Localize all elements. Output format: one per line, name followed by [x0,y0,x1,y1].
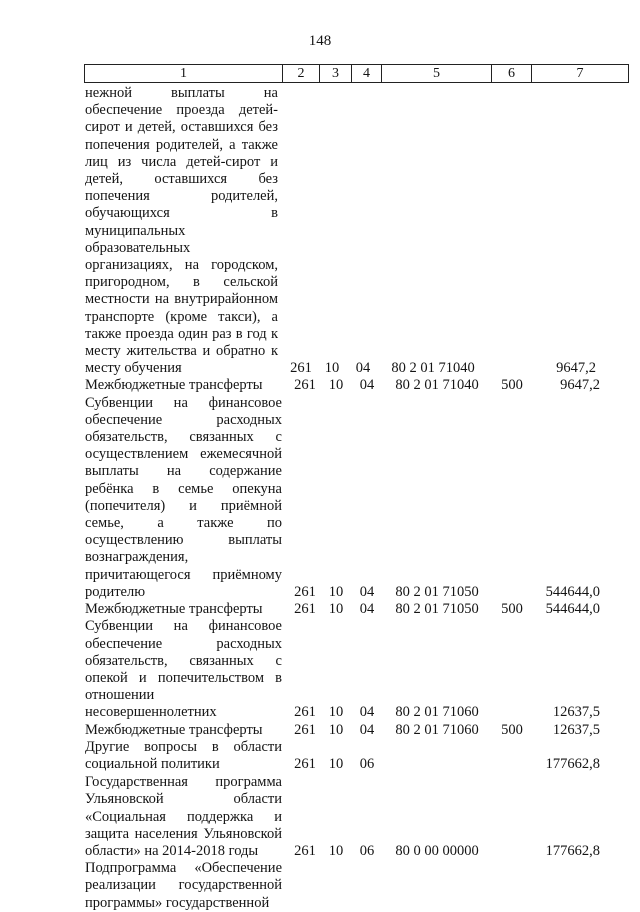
row-subsection-code: 04 [355,360,371,377]
row-type-code: 500 [501,377,523,394]
row-subsection-code: 06 [359,755,375,772]
column-header-5: 5 [382,65,492,82]
row-target-code: 80 2 01 71060 [395,704,479,721]
table-header [84,64,629,83]
table-row [0,739,640,773]
table-row [0,377,640,394]
row-ministry-code: 261 [294,583,316,600]
row-name: Государственная программа Ульяновской области «Социальная поддержка и защита населения Ульяновской области» на 2014-2018 годы [85,774,282,859]
row-target-code: 80 2 01 71060 [395,721,479,738]
row-section-code: 10 [328,583,344,600]
column-header-7: 7 [576,66,584,81]
table-row [0,601,640,618]
page-number: 148 [308,33,332,49]
row-type-code: 500 [501,601,523,618]
row-amount: 177662,8 [545,842,600,859]
row-subsection-code: 04 [359,377,375,394]
row-amount: 12637,5 [552,721,600,738]
column-header-4: 4 [352,65,382,82]
row-amount: 12637,5 [552,704,600,721]
row-subsection-code: 04 [359,704,375,721]
row-section-code: 10 [328,601,344,618]
row-amount: 544644,0 [545,583,600,600]
row-name: Межбюджетные трансферты [85,601,263,618]
table-row [0,860,640,912]
row-ministry-code: 261 [290,360,312,377]
row-subsection-code: 06 [359,842,375,859]
row-ministry-code: 261 [294,377,316,394]
row-name: Межбюджетные трансферты [85,377,263,394]
row-section-code: 10 [328,721,344,738]
row-section-code: 10 [324,360,340,377]
column-header-3: 3 [320,65,352,82]
row-name: Межбюджетные трансферты [85,721,263,738]
row-ministry-code: 261 [294,721,316,738]
table-row [0,774,640,860]
row-name: Подпрограмма «Обеспечение реализации государственной программы» государственной [85,860,282,911]
row-target-code: 80 2 01 71040 [395,377,479,394]
row-target-code: 80 2 01 71050 [395,601,479,618]
row-name: Субвенции на финансовое обеспечение расходных обязательств, связанных с осуществлением ежемесячной выплаты на содержание ребёнка в семье опекуна (попечителя) и приёмной семье, а также по осуществлению выплаты вознаграждения, причитающегося приёмному родителю [85,394,282,600]
column-header-1: 1 [85,65,283,82]
row-section-code: 10 [328,377,344,394]
row-ministry-code: 261 [294,704,316,721]
row-amount: 177662,8 [545,755,600,772]
row-section-code: 10 [328,704,344,721]
row-name: нежной выплаты на обеспечение проезда детей-сирот и детей, оставшихся без попечения родителей, а также лиц из числа детей-сирот и детей, оставшихся без попечения родителей, обучающихся в муниципальных образовательных организациях, на городском, пригородном, в сельской местности на внутрирайонном транспорте (кроме такси), а также проезда один раз в год к месту жительства и обратно к месту обучения [85,85,278,377]
row-target-code: 80 2 01 71040 [391,360,475,377]
table-row [0,395,640,601]
row-section-code: 10 [328,755,344,772]
row-ministry-code: 261 [294,601,316,618]
row-subsection-code: 04 [359,721,375,738]
column-header-2: 2 [283,65,320,82]
column-header-6: 6 [492,65,532,82]
row-amount: 9647,2 [556,360,596,377]
row-target-code: 80 0 00 00000 [395,842,479,859]
row-amount: 544644,0 [545,601,600,618]
row-name: Другие вопросы в области социальной политики [85,738,282,772]
row-amount: 9647,2 [560,377,600,394]
row-target-code: 80 2 01 71050 [395,583,479,600]
row-subsection-code: 04 [359,583,375,600]
budget-table [0,85,640,912]
row-type-code: 500 [501,721,523,738]
row-name: Субвенции на финансовое обеспечение расходных обязательств, связанных с опекой и попечительством в отношении несовершеннолетних [85,618,282,721]
table-row [0,85,640,377]
row-ministry-code: 261 [294,755,316,772]
row-section-code: 10 [328,842,344,859]
table-row [0,722,640,739]
row-ministry-code: 261 [294,842,316,859]
row-subsection-code: 04 [359,601,375,618]
table-row [0,618,640,721]
